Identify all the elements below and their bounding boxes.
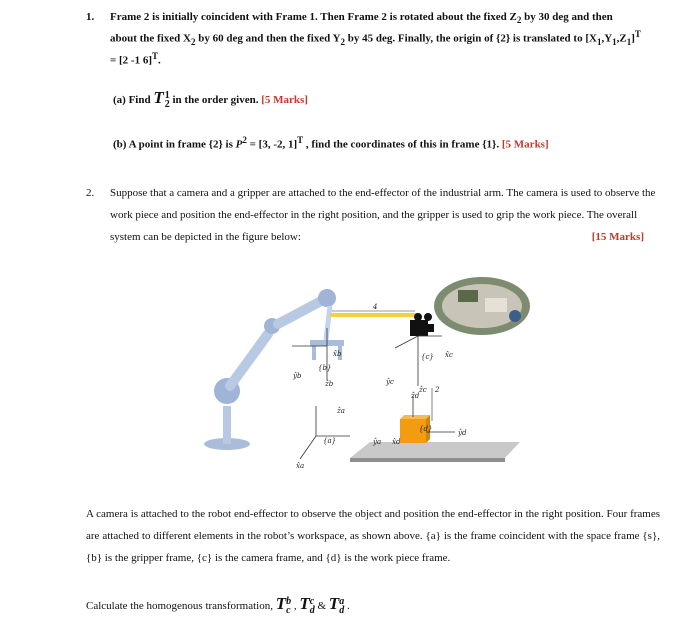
svg-text:x̂d: x̂d <box>392 438 401 446</box>
question-2-marks: [15 Marks] <box>591 231 644 243</box>
svg-text:{d}: {d} <box>419 425 433 433</box>
svg-text:ŷc: ŷc <box>386 378 394 386</box>
svg-text:2: 2 <box>435 386 440 394</box>
robot-wrist <box>318 289 336 307</box>
question-2-text: Suppose that a camera and a gripper are attached to the end-effector of the industrial arm. The camera is used to observe the work piece and position the end-effector in the right position, and the gripper is used to grip the work piece. The overall system can be depicted in the figure below: <box>110 187 656 243</box>
question-1-part-b: (b) A point in frame {2} is $P^2 = [3$, -2, 1]$^T$ , find the coordinates of this in frame {1}. [5 Marks] <box>113 135 549 151</box>
calculate-instruction: Calculate the homogenous transformation, T b c , T c d & T a d . <box>86 594 350 617</box>
figure-caption: A camera is attached to the robot end-effector to observe the object and position the end-effector in the right position. Four frames are attached to different elements in the robot’s workspace, as shown above. {a} is the frame coincident with the space frame {s}, {b} is the gripper frame, {c} is the camera frame, and {d} is the work piece frame. <box>86 508 660 564</box>
question-1-part-a: (a) Find T 1 2 in the order given. [5 Marks] <box>113 88 308 111</box>
question-2-number: 2. <box>86 187 95 199</box>
svg-text:ŷb: ŷb <box>293 372 302 380</box>
svg-text:x̂b: x̂b <box>333 350 342 358</box>
part-a-marks: [5 Marks] <box>261 94 308 106</box>
svg-text:ẑa: ẑa <box>337 407 345 415</box>
svg-text:4: 4 <box>373 303 378 311</box>
part-b-marks: [5 Marks] <box>501 138 549 151</box>
robot-workspace-figure <box>190 276 540 486</box>
svg-text:ŷd: ŷd <box>458 429 467 437</box>
svg-text:{a}: {a} <box>323 437 337 445</box>
svg-text:ẑb: ẑb <box>325 380 334 388</box>
svg-text:x̂c: x̂c <box>445 351 453 359</box>
question-1-text: Frame 2 is initially coincident with Frame 1. Then Frame 2 is rotated about the fixed $Z_2$ by 30 deg and then about the fixed $X_2$ by 60 deg and then the fixed $Y_2$ by 45 deg. Finally, the origin of {2} is translated to $[X_1,Y_1,Z_1]^T$ = [2 -1 6]$^T$. <box>110 11 641 67</box>
svg-text:ẑc: ẑc <box>419 386 427 394</box>
camera-bar <box>330 313 420 317</box>
svg-text:ẑd: ẑd <box>411 392 420 400</box>
question-1-number: 1. <box>86 11 95 23</box>
svg-text:x̂a: x̂a <box>296 462 305 470</box>
svg-text:{b}: {b} <box>318 364 332 372</box>
camera-icon <box>410 320 428 336</box>
svg-text:ŷa: ŷa <box>373 438 382 446</box>
question-1 <box>86 10 686 68</box>
svg-text:{c}: {c} <box>421 353 434 361</box>
question-2 <box>86 182 686 248</box>
